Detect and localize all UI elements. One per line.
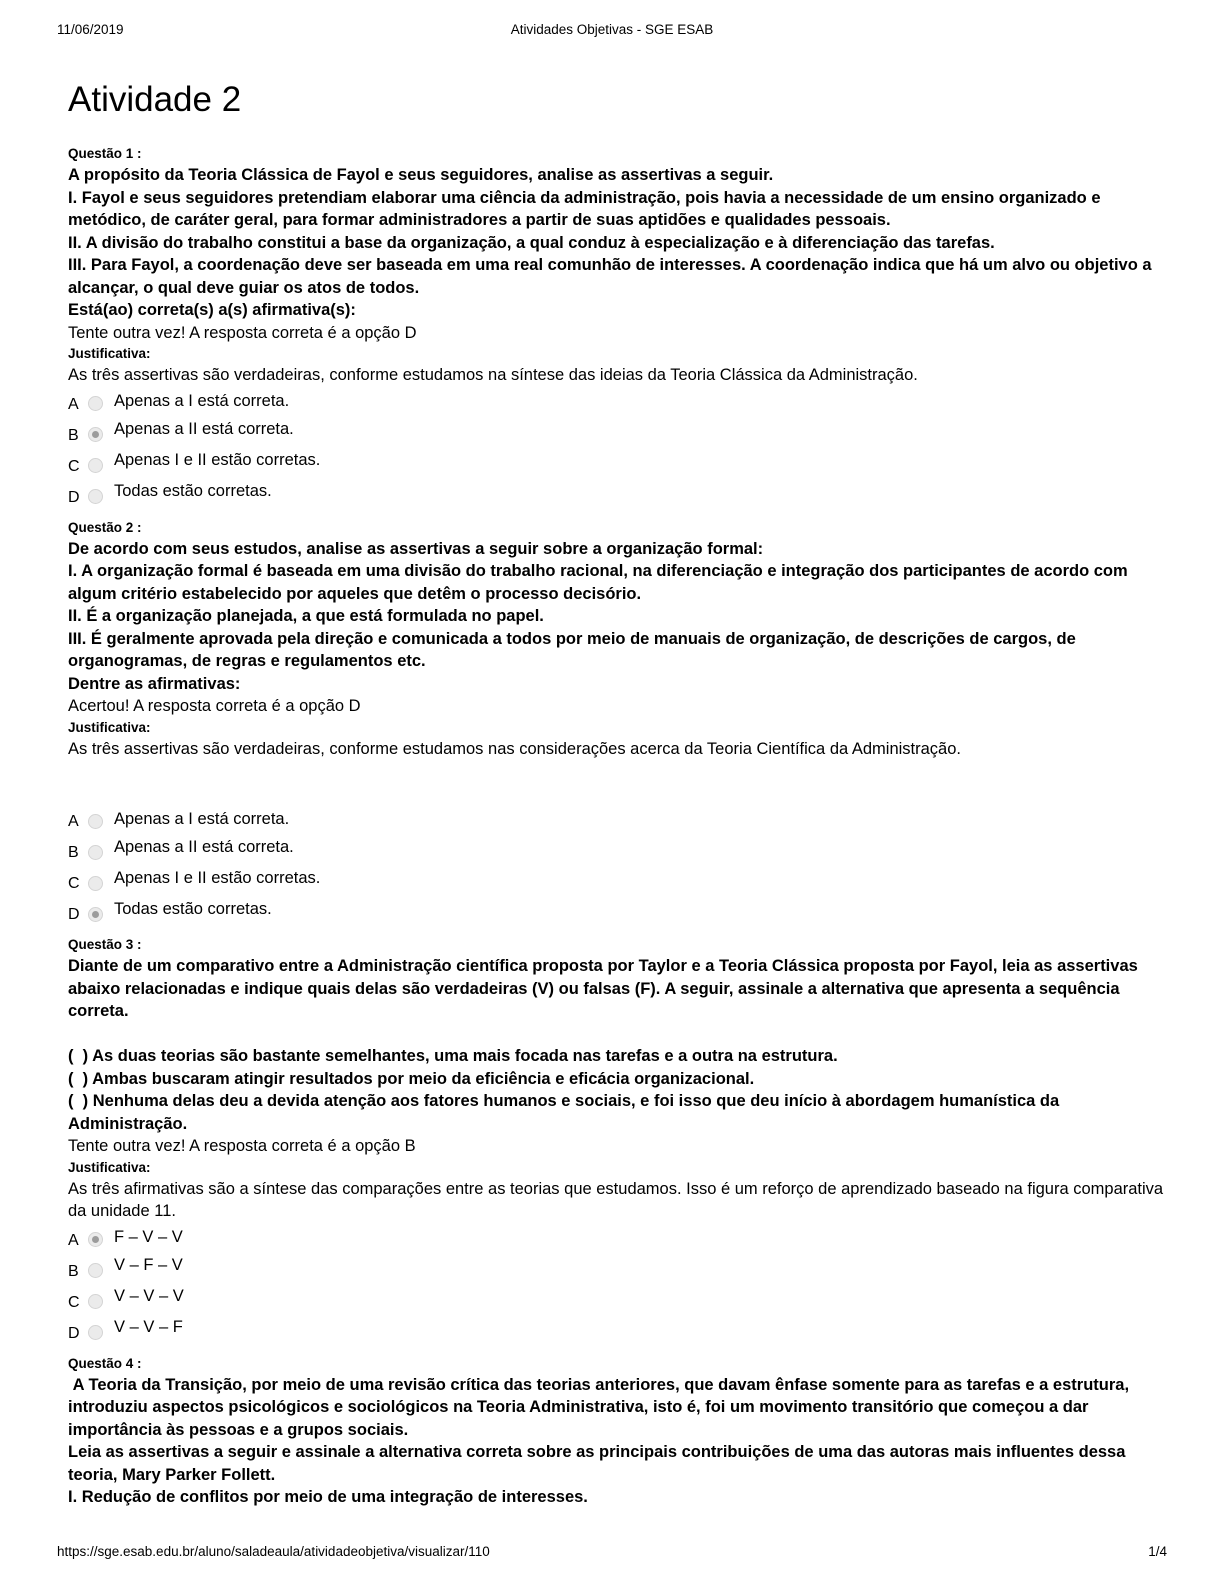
question-label: Questão 1 : [68,146,142,161]
print-header [57,22,1167,40]
radio-icon[interactable] [88,458,103,473]
radio-icon[interactable] [88,396,103,411]
print-date: 11/06/2019 [57,22,124,37]
option-row[interactable] [68,868,1168,894]
question [68,935,1168,1344]
option-label: Apenas a II está correta. [114,837,294,856]
question-paragraph: I. Fayol e seus seguidores pretendiam elaborar uma ciência da administração, pois havia a necessidade de um ensino organizado e metódico, de caráter geral, para formar administradores a partir de suas aptidões e qualidades pessoais. [68,188,1106,229]
option-letter: D [68,906,80,923]
question-label: Questão 4 : [68,1355,142,1371]
option-row[interactable] [68,451,1168,477]
feedback-text: Tente outra vez! A resposta correta é a opção B [68,1137,416,1155]
option-label: Apenas a II está correta. [114,420,294,438]
radio-icon[interactable] [88,1232,103,1247]
question-paragraph: ( ) As duas teorias são bastante semelhantes, uma mais focada nas tarefas e a outra na estrutura. [68,1047,838,1065]
justification-text: As três afirmativas são a síntese das comparações entre as teorias que estudamos. Isso é um reforço de aprendizado baseado na figura comparativa da unidade 11. [68,1179,1168,1220]
option-label: Apenas a I está correta. [114,392,290,410]
page-number: 1/4 [1148,1544,1167,1559]
question-paragraph: I. A organização formal é baseada em uma divisão do trabalho racional, na diferenciação e integração dos participantes de acordo com algum critério estabelecido por aqueles que detêm o processo decisório. [68,562,1133,603]
option-label: Todas estão corretas. [114,482,272,500]
radio-icon[interactable] [88,907,103,922]
option-label: Apenas a I está correta. [114,809,290,828]
radio-icon[interactable] [88,814,103,829]
option-label: Apenas I e II estão corretas. [114,868,321,887]
question-body [68,538,1168,696]
option-letter: C [68,875,80,892]
justification-text: As três assertivas são verdadeiras, conforme estudamos nas considerações acerca da Teoria Científica da Administração. [68,739,961,758]
page-title: Atividade 2 [68,80,242,119]
question-paragraph [68,1023,1168,1046]
question-paragraph: III. Para Fayol, a coordenação deve ser baseada em uma real comunhão de interesses. A coordenação indica que há um alvo ou objetivo a alcançar, o qual deve guiar os atos de todos. [68,256,1157,297]
question-label: Questão 3 : [68,937,142,952]
option-label: F – V – V [114,1228,183,1246]
option-letter: B [68,426,79,444]
option-row[interactable] [68,1318,1168,1344]
option-letter: D [68,488,80,506]
question-paragraph: A Teoria da Transição, por meio de uma revisão crítica das teorias anteriores, que davam ênfase somente para as tarefas e a estrutura, introduziu aspectos psicológicos e sociológicos na Teoria Administrativa, isto é, foi um movimento transitório que começou a dar importância às pessoas e a grupos sociais. [68,1375,1134,1439]
feedback-text: Acertou! A resposta correta é a opção D [68,697,361,715]
main-content [68,80,1168,1519]
option-label: Todas estão corretas. [114,899,272,918]
option-row[interactable] [68,393,1168,415]
option-row[interactable] [68,810,1168,832]
option-label: V – V – F [114,1318,183,1336]
justification-label: Justificativa: [68,719,151,735]
question-label: Questão 2 : [68,519,142,535]
footer-url: https://sge.esab.edu.br/aluno/saladeaula/atividadeobjetiva/visualizar/110 [57,1544,490,1559]
question [68,518,1168,926]
radio-icon[interactable] [88,1294,103,1309]
question-paragraph: Leia as assertivas a seguir e assinale a alternativa correta sobre as principais contribuições de uma das autoras mais influentes dessa teoria, Mary Parker Follett. [68,1443,1130,1484]
question-paragraph: ( ) Nenhuma delas deu a devida atenção aos fatores humanos e sociais, e foi isso que deu início à abordagem humanística da Administração. [68,1092,1064,1133]
options [68,1229,1168,1344]
option-letter: A [68,1231,79,1249]
option-row[interactable] [68,1256,1168,1282]
question-paragraph: Diante de um comparativo entre a Administração científica proposta por Taylor e a Teoria Clássica proposta por Fayol, leia as assertivas abaixo relacionadas e indique quais delas são verdadeiras (V) ou falsas (F). A seguir, assinale a alternativa que apresenta a sequência correta. [68,957,1143,1020]
question-paragraph: ( ) Ambas buscaram atingir resultados por meio da eficiência e eficácia organizacional. [68,1069,755,1088]
justification-text: As três assertivas são verdadeiras, conforme estudamos na síntese das ideias da Teoria Clássica da Administração. [68,366,918,384]
option-label: Apenas I e II estão corretas. [114,451,321,469]
question [68,144,1168,508]
option-letter: A [68,813,79,830]
question [68,1354,1168,1509]
question-paragraph: II. A divisão do trabalho constitui a base da organização, a qual conduz à especialização e à diferenciação das tarefas. [68,233,995,252]
option-label: V – F – V [114,1256,183,1274]
questions [68,144,1168,1509]
option-letter: B [68,844,79,861]
print-title: Atividades Objetivas - SGE ESAB [510,22,714,37]
option-letter: C [68,457,80,475]
radio-icon[interactable] [88,845,103,860]
option-letter: A [68,395,79,413]
option-letter: C [68,1293,80,1311]
question-body [68,164,1168,322]
question-paragraph: Está(ao) correta(s) a(s) afirmativa(s): [68,301,356,319]
option-row[interactable] [68,1229,1168,1251]
feedback-text: Tente outra vez! A resposta correta é a opção D [68,323,417,342]
question-paragraph: De acordo com seus estudos, analise as assertivas a seguir sobre a organização formal: [68,539,764,558]
question-body [68,1374,1168,1509]
option-row[interactable] [68,1287,1168,1313]
option-row[interactable] [68,482,1168,508]
question-paragraph: Dentre as afirmativas: [68,674,241,693]
question-paragraph: II. É a organização planejada, a que está formulada no papel. [68,607,544,625]
question-body [68,955,1168,1135]
option-row[interactable] [68,837,1168,863]
radio-icon[interactable] [88,1263,103,1278]
radio-icon[interactable] [88,1325,103,1340]
option-row[interactable] [68,420,1168,446]
question-paragraph: III. É geralmente aprovada pela direção e comunicada a todos por meio de manuais de organização, de descrições de cargos, de organogramas, de regras e regulamentos etc. [68,629,1081,670]
radio-icon[interactable] [88,876,103,891]
radio-icon[interactable] [88,489,103,504]
option-letter: B [68,1262,79,1280]
radio-icon[interactable] [88,427,103,442]
options [68,393,1168,508]
options [68,810,1168,925]
option-letter: D [68,1324,80,1342]
question-paragraph: I. Redução de conflitos por meio de uma integração de interesses. [68,1488,588,1506]
option-row[interactable] [68,899,1168,925]
option-label: V – V – V [114,1287,184,1305]
justification-label: Justificativa: [68,1159,151,1175]
question-paragraph: A propósito da Teoria Clássica de Fayol e seus seguidores, analise as assertivas a seguir. [68,166,774,184]
justification-label: Justificativa: [68,346,151,361]
